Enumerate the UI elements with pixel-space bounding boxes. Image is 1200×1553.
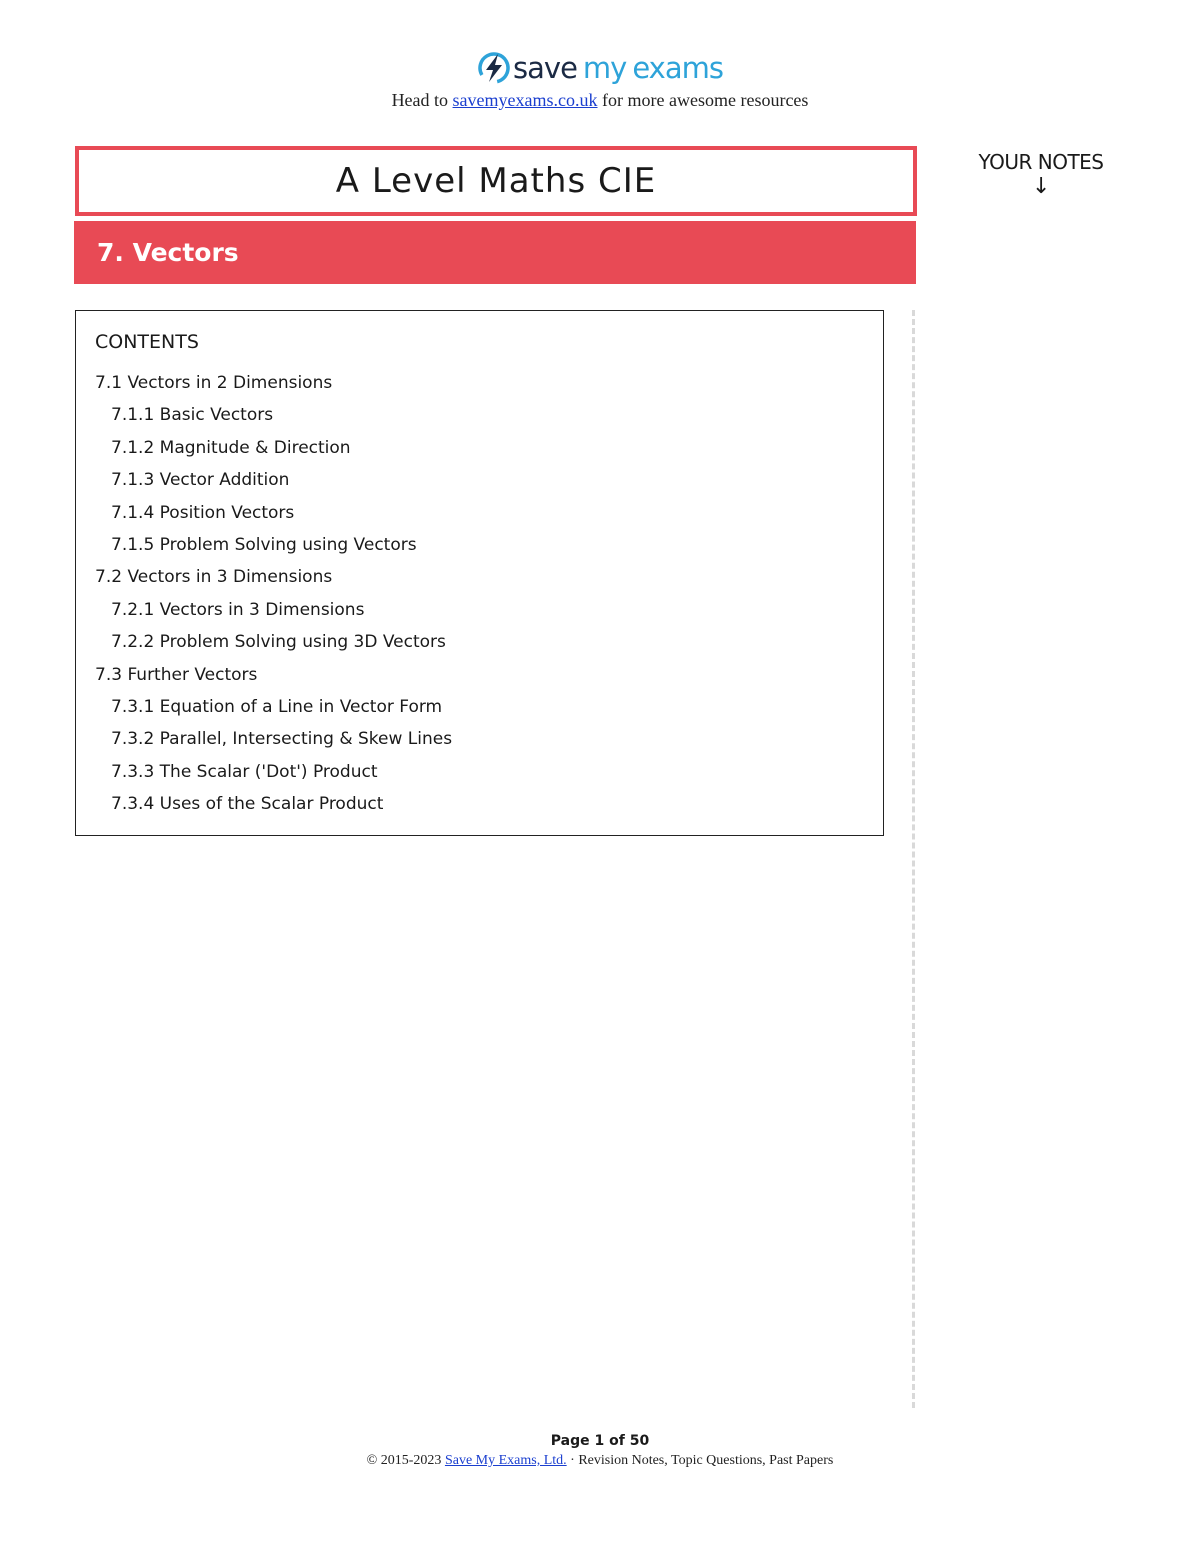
- your-notes-text: YOUR NOTES: [978, 150, 1104, 174]
- down-arrow-icon: ↓: [1032, 174, 1050, 199]
- tagline-prefix: Head to: [391, 90, 453, 110]
- contents-subtopic-link[interactable]: 7.1.2 Magnitude & Direction: [111, 437, 351, 458]
- page-header: [0, 48, 1200, 111]
- section-title: 7. Vectors: [97, 238, 239, 267]
- contents-heading: CONTENTS: [95, 331, 199, 353]
- contents-subtopic-link[interactable]: 7.2.2 Problem Solving using 3D Vectors: [111, 632, 446, 653]
- copyright-prefix: © 2015-2023: [366, 1453, 445, 1468]
- tagline-suffix: for more awesome resources: [597, 90, 809, 110]
- lightning-bolt-icon: [477, 51, 511, 85]
- your-notes-label: [960, 150, 1122, 198]
- section-banner: [74, 221, 916, 284]
- contents-subtopic-link[interactable]: 7.3.2 Parallel, Intersecting & Skew Lines: [111, 729, 453, 750]
- company-link[interactable]: Save My Exams, Ltd.: [444, 1453, 567, 1468]
- contents-subtopic-link[interactable]: 7.3.3 The Scalar ('Dot') Product: [111, 761, 378, 782]
- logo-word-exams: exams: [632, 51, 723, 85]
- contents-subtopic-link[interactable]: 7.1.5 Problem Solving using Vectors: [111, 535, 417, 556]
- page-number: Page 1 of 50: [550, 1433, 650, 1449]
- notes-divider: [912, 310, 915, 1408]
- course-title: A Level Maths CIE: [335, 161, 657, 201]
- contents-chapter-link[interactable]: 7.2 Vectors in 3 Dimensions: [95, 567, 333, 588]
- page-footer: [0, 1431, 1200, 1471]
- contents-chapter-link[interactable]: 7.1 Vectors in 2 Dimensions: [95, 373, 333, 393]
- savemyexams-logo[interactable]: [477, 48, 723, 88]
- header-tagline: [0, 89, 1200, 111]
- contents-subtopic-link[interactable]: 7.1.3 Vector Addition: [111, 470, 290, 491]
- copyright-suffix: · Revision Notes, Topic Questions, Past Papers: [566, 1453, 834, 1468]
- contents-box: [75, 310, 884, 836]
- logo-word-my: my: [582, 51, 627, 85]
- contents-chapter-link[interactable]: 7.3 Further Vectors: [95, 664, 258, 685]
- contents-subtopic-link[interactable]: 7.1.1 Basic Vectors: [111, 405, 274, 426]
- contents-subtopic-link[interactable]: 7.3.1 Equation of a Line in Vector Form: [111, 697, 443, 718]
- copyright-line: [0, 1451, 1200, 1471]
- logo-word-save: save: [513, 51, 577, 85]
- contents-subtopic-link[interactable]: 7.1.4 Position Vectors: [111, 502, 295, 523]
- contents-subtopic-link[interactable]: 7.3.4 Uses of the Scalar Product: [111, 794, 384, 815]
- website-link[interactable]: savemyexams.co.uk: [452, 90, 598, 110]
- contents-subtopic-link[interactable]: 7.2.1 Vectors in 3 Dimensions: [111, 599, 365, 620]
- contents-list: [95, 367, 452, 821]
- course-title-box: [75, 146, 917, 216]
